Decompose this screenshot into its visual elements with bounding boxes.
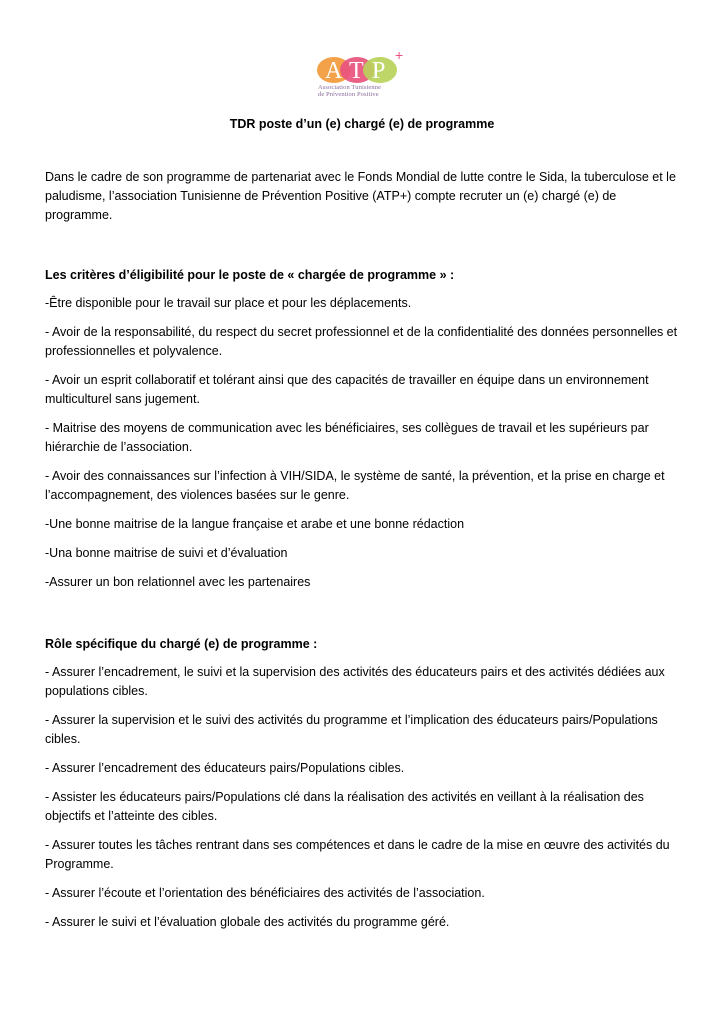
logo-plus: + [395, 48, 404, 63]
eligibility-section-title: Les critères d’éligibilité pour le poste de « chargée de programme » : [45, 268, 455, 282]
logo-subtitle-line2: de Prévention Positive [318, 91, 379, 98]
role-item: - Assurer le suivi et l’évaluation globale des activités du programme géré. [45, 915, 450, 929]
eligibility-item: - Avoir un esprit collaboratif et tolérant ainsi que des capacités de travailler en équipe dans un environnement multiculturel sans jugement. [45, 373, 649, 406]
role-item: - Assister les éducateurs pairs/Populations clé dans la réalisation des activités en veillant à la réalisation des objectifs et l’atteinte des cibles. [45, 790, 644, 823]
role-list [45, 663, 685, 932]
intro-paragraph: Dans le cadre de son programme de partenariat avec le Fonds Mondial de lutte contre le Sida, la tuberculose et le paludisme, l’association Tunisienne de Prévention Positive (ATP+) compte recruter un (e) chargé (e) de programme. [45, 170, 676, 222]
role-item: - Assurer toutes les tâches rentrant dans ses compétences et dans le cadre de la mise en œuvre des activités du Programme. [45, 838, 670, 871]
atp-logo-graphic [312, 48, 416, 88]
role-item: - Assurer l’encadrement, le suivi et la supervision des activités des éducateurs pairs et des activités dédiées aux populations cibles. [45, 665, 665, 698]
eligibility-item: -Una bonne maitrise de suivi et d’évaluation [45, 546, 288, 560]
eligibility-item: - Maitrise des moyens de communication avec les bénéficiaires, ses collègues de travail et les supérieurs par hiérarchie de l’association. [45, 421, 649, 454]
eligibility-item: - Avoir de la responsabilité, du respect du secret professionnel et de la confidentialité des données personnelles et professionnelles et polyvalence. [45, 325, 678, 358]
role-item: - Assurer l’écoute et l’orientation des bénéficiaires des activités de l’association. [45, 886, 485, 900]
eligibility-item: -Une bonne maitrise de la langue française et arabe et une bonne rédaction [45, 517, 465, 531]
eligibility-list [45, 294, 685, 592]
eligibility-item: - Avoir des connaissances sur l’infection à VIH/SIDA, le système de santé, la prévention, et la prise en charge et l’accompagnement, des violences basées sur le genre. [45, 469, 665, 502]
role-section-title: Rôle spécifique du chargé (e) de programme : [45, 637, 318, 651]
document-title: TDR poste d’un (e) chargé (e) de programme [229, 117, 495, 131]
section-spacer [45, 602, 685, 635]
role-item: - Assurer la supervision et le suivi des activités du programme et l’implication des éducateurs pairs/Populations cibles. [45, 713, 658, 746]
role-item: - Assurer l’encadrement des éducateurs pairs/Populations cibles. [45, 761, 405, 775]
logo-subtitle-line1: Association Tunisienne [318, 84, 382, 91]
logo-letter-a: A [325, 58, 343, 84]
logo-letter-t: T [349, 58, 364, 84]
document-body [45, 168, 685, 942]
logo-letter-p: P [372, 58, 386, 84]
eligibility-item: -Assurer un bon relationnel avec les partenaires [45, 575, 311, 589]
eligibility-item: -Être disponible pour le travail sur place et pour les déplacements. [45, 296, 412, 310]
